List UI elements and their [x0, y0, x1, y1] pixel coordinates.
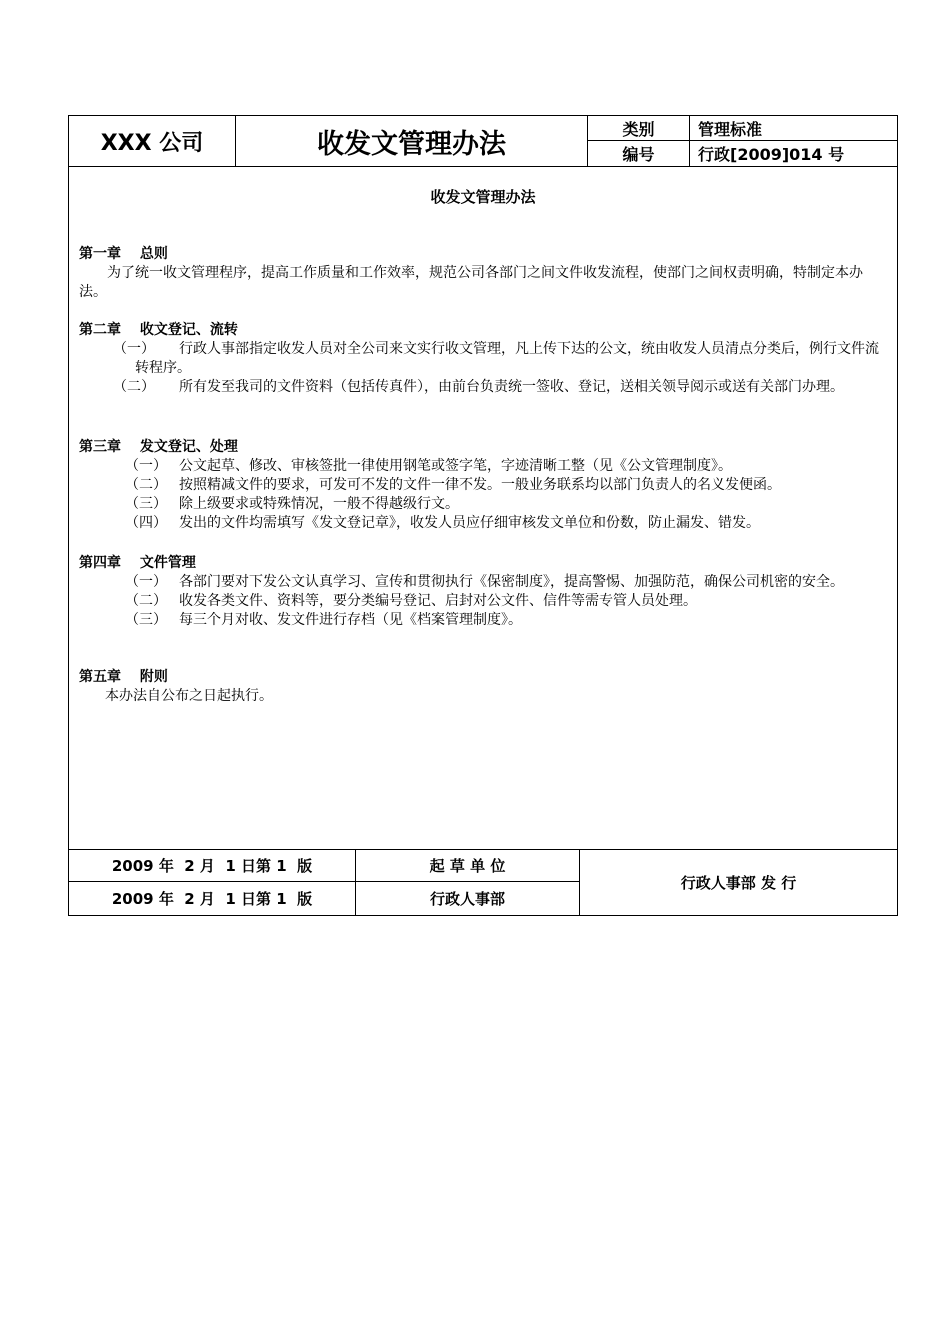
chapter-4 — [79, 554, 889, 630]
number-label: 编号 — [588, 141, 690, 166]
list-item — [79, 573, 889, 592]
category-row — [588, 116, 897, 141]
chapter-heading: 第四章 文件管理 — [79, 555, 196, 571]
item-number: （二） — [113, 379, 155, 395]
list-item — [79, 514, 889, 533]
item-number: （一） — [125, 574, 167, 590]
item-number: （二） — [125, 477, 167, 493]
document-title: 收发文管理办法 — [430, 188, 536, 206]
header-row — [69, 116, 897, 167]
item-text: 行政人事部指定收发人员对全公司来文实行收文管理，凡上传下达的公文，统由收发人员清点分类后，例行文件流转程序。 — [135, 341, 879, 376]
list-item — [79, 592, 889, 611]
chapter-paragraph: 本办法自公布之日起执行。 — [105, 688, 273, 704]
footer-table — [69, 849, 897, 915]
drafting-unit-label: 起 草 单 位 — [356, 849, 580, 882]
chapter-5 — [79, 668, 889, 706]
version-line-1: 2009 年 2 月 1 日第 1 版 — [69, 849, 356, 882]
item-number: （一） — [125, 458, 167, 474]
item-text: 收发各类文件、资料等，要分类编号登记、启封对公文件、信件等需专管人员处理。 — [179, 593, 697, 609]
chapter-heading: 第三章 发文登记、处理 — [79, 439, 238, 455]
item-number: （四） — [125, 515, 167, 531]
item-number: （三） — [125, 496, 167, 512]
item-text: 公文起草、修改、审核签批一律使用钢笔或签字笔，字迹清晰工整（见《公文管理制度》。 — [179, 458, 732, 474]
chapter-3 — [79, 438, 889, 533]
document-frame — [68, 115, 898, 916]
number-value: 行政[2009]014 号 — [698, 145, 845, 164]
item-text: 所有发至我司的文件资料（包括传真件），由前台负责统一签收、登记，送相关领导阅示或送有关部门办理。 — [179, 379, 844, 395]
item-text: 各部门要对下发公文认真学习、宣传和贯彻执行《保密制度》，提高警惕、加强防范，确保公司机密的安全。 — [179, 574, 844, 590]
item-text: 除上级要求或特殊情况，一般不得越级行文。 — [179, 496, 459, 512]
header-title: 收发文管理办法 — [236, 116, 588, 166]
list-item — [79, 340, 889, 378]
category-label: 类别 — [588, 116, 690, 141]
chapter-heading: 第二章 收文登记、流转 — [79, 322, 238, 338]
chapter-2 — [79, 321, 889, 397]
item-text: 发出的文件均需填写《发文登记章》，收发人员应仔细审核发文单位和份数，防止漏发、错发。 — [179, 515, 760, 531]
list-item — [79, 476, 889, 495]
document-body — [69, 166, 897, 850]
list-item — [79, 495, 889, 514]
chapter-1 — [79, 245, 889, 302]
chapter-heading: 第一章 总则 — [79, 246, 168, 262]
item-number: （二） — [125, 593, 167, 609]
category-value: 管理标准 — [698, 120, 763, 139]
item-number: （三） — [125, 612, 167, 628]
item-text: 每三个月对收、发文件进行存档（见《档案管理制度》。 — [179, 612, 522, 628]
issuer: 行政人事部 发 行 — [680, 873, 797, 892]
list-item — [79, 457, 889, 476]
item-text: 按照精减文件的要求，可发可不发的文件一律不发。一般业务联系均以部门负责人的名义发便函。 — [179, 477, 781, 493]
list-item — [79, 378, 889, 397]
chapter-heading: 第五章 附则 — [79, 669, 168, 685]
list-item — [79, 611, 889, 630]
header-meta — [588, 116, 897, 166]
drafting-unit-value: 行政人事部 — [356, 882, 580, 915]
chapter-paragraph: 为了统一收文管理程序，提高工作质量和工作效率，规范公司各部门之间文件收发流程，使部门之间权责明确，特制定本办法。 — [79, 265, 863, 300]
item-number: （一） — [113, 341, 155, 357]
company-name: XXX 公司 — [69, 116, 236, 166]
number-row — [588, 141, 897, 166]
version-line-2: 2009 年 2 月 1 日第 1 版 — [69, 882, 356, 915]
